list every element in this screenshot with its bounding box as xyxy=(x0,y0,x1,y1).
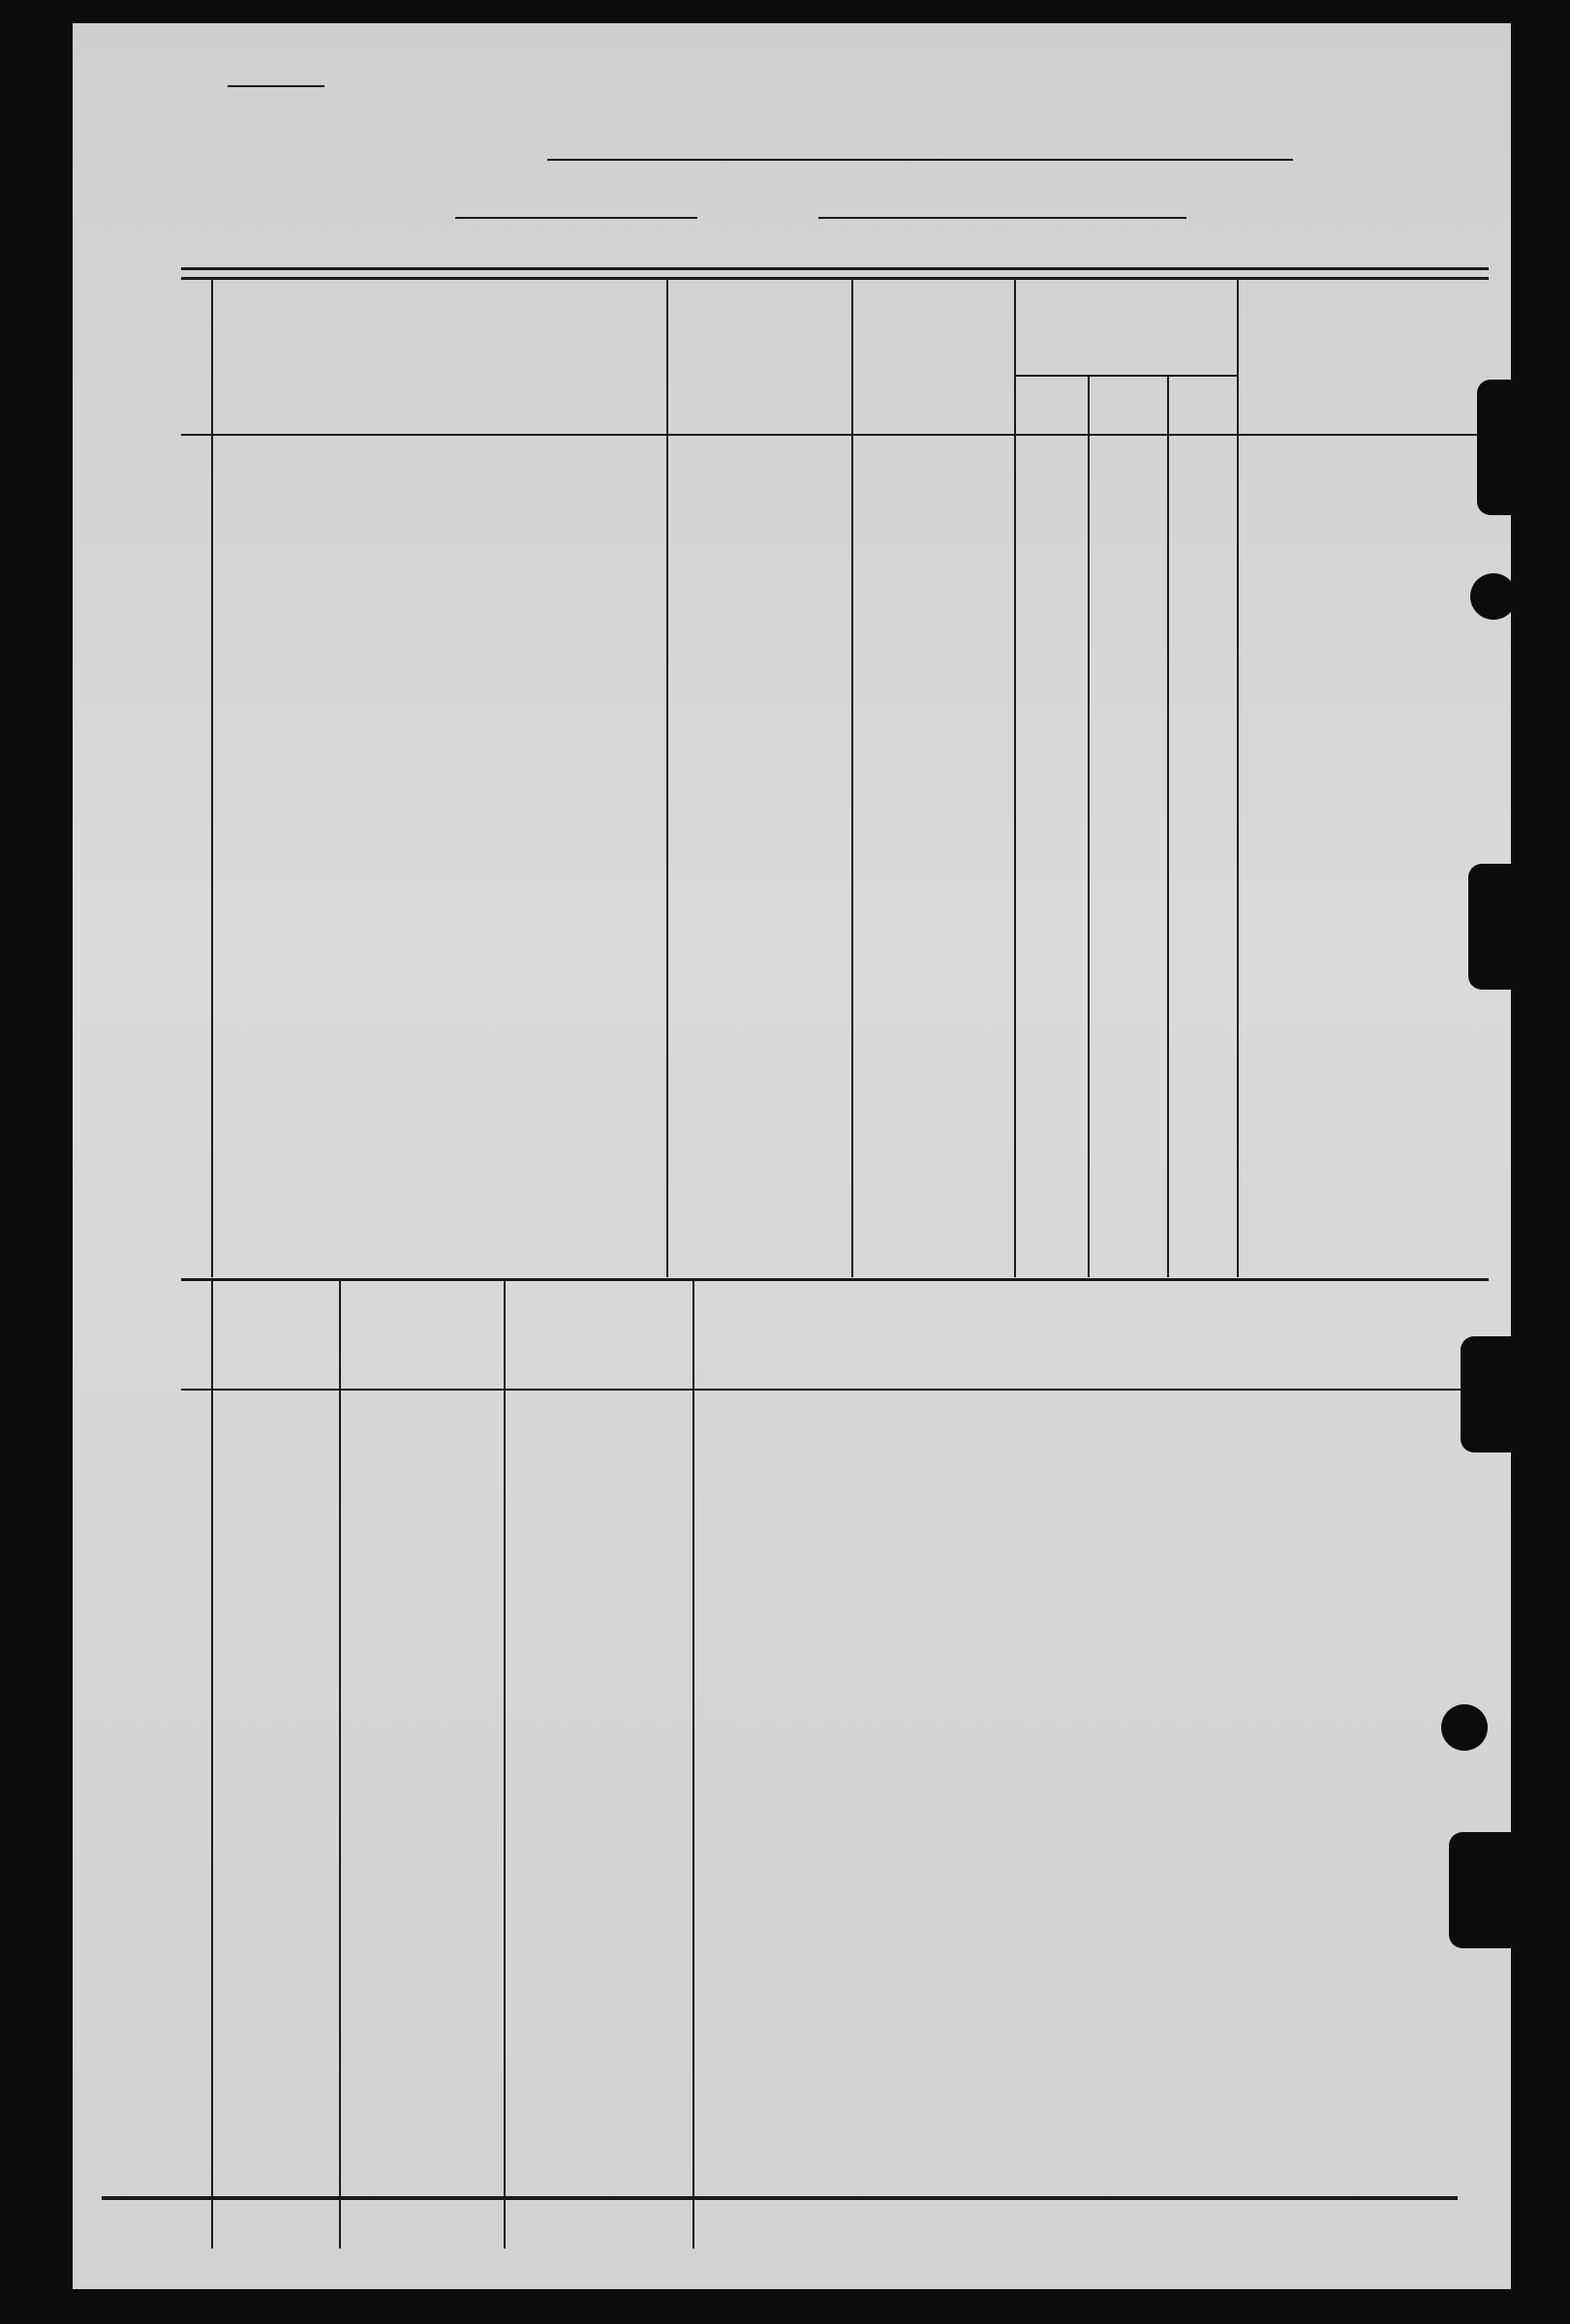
binder-tab xyxy=(1468,864,1512,990)
document-page xyxy=(73,23,1511,2289)
punch-hole xyxy=(1470,573,1517,620)
binder-tab xyxy=(1461,1336,1512,1452)
binder-tab xyxy=(1477,380,1512,515)
punch-hole xyxy=(1441,1704,1488,1751)
binder-tab xyxy=(1449,1832,1512,1948)
binder-edge xyxy=(1511,0,1570,2324)
